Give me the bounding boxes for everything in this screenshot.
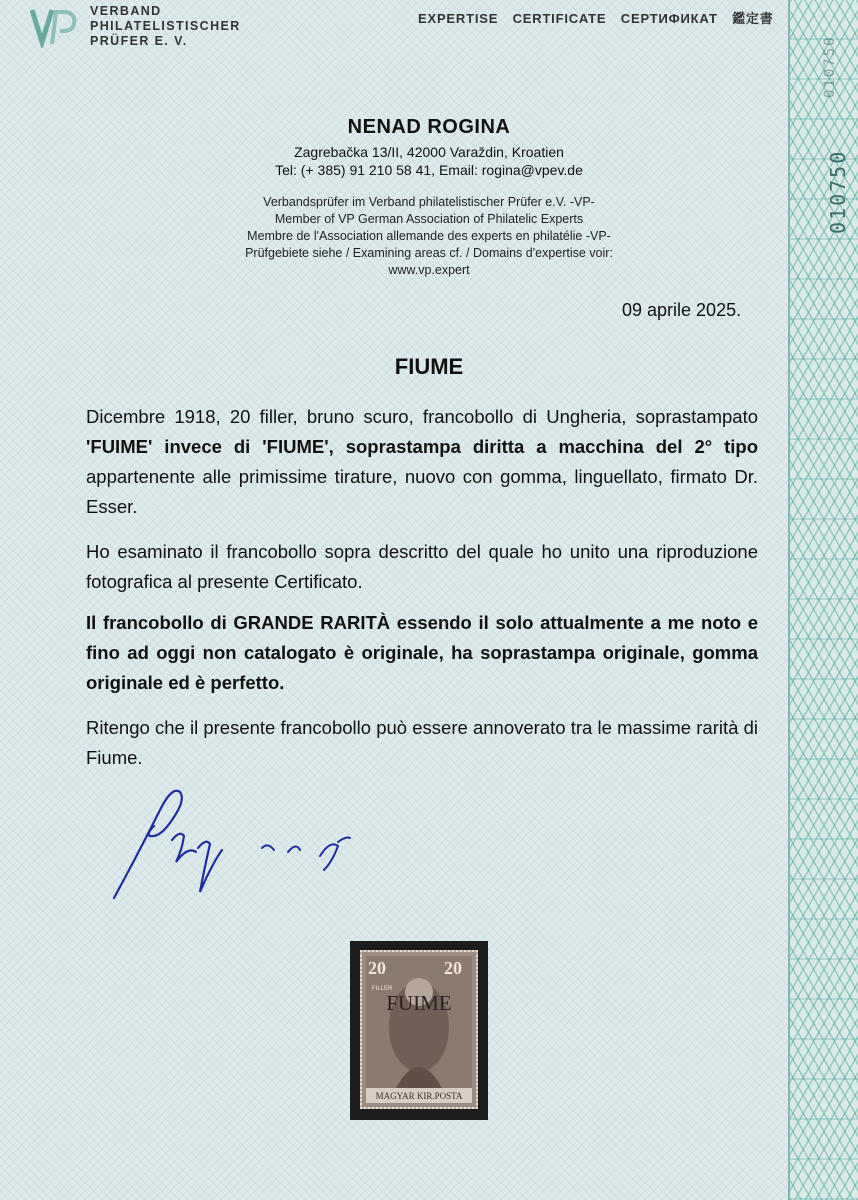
description-text-end: appartenente alle primissime tirature, nuovo con gomma, linguellato, firmato Dr. Esser.: [86, 466, 758, 517]
certificate-date: 09 aprile 2025.: [622, 300, 742, 320]
description-paragraph: [86, 402, 758, 522]
serial-number-faint: 010750: [822, 35, 838, 98]
stamp-image: [360, 950, 478, 1109]
vp-logo-icon: [30, 6, 82, 48]
expert-address: Zagrebačka 13/II, 42000 Varaždin, Kroatien: [294, 144, 564, 160]
conclusion-paragraph: Ritengo che il presente francobollo può essere annoverato tra le massime rarità di Fiume.: [86, 717, 758, 768]
affiliation-line: Membre de l'Association allemande des experts en philatélie -VP-: [247, 229, 611, 243]
expert-signature: [110, 780, 360, 905]
label-kanteisho: 鑑定書: [732, 11, 774, 26]
rarity-paragraph: Il francobollo di GRANDE RARITÀ essendo il solo attualmente a me noto e fino ad oggi non catalogato è originale, ha soprastampa originale, gomma originale ed è perfetto.: [86, 612, 758, 693]
logo-line: VERBAND: [90, 4, 162, 18]
affiliation-line: Prüfgebiete siehe / Examining areas cf. / Domains d'expertise voir:: [245, 246, 613, 260]
expert-name: NENAD ROGINA: [347, 116, 511, 138]
logo-text: [90, 4, 241, 49]
expert-contact: Tel: (+ 385) 91 210 58 41, Email: rogina@vpev.de: [275, 162, 583, 178]
vp-logo: [30, 4, 241, 49]
label-certificate: CERTIFICATE: [512, 11, 607, 26]
stamp-inscription: MAGYAR KIR.POSTA: [375, 1091, 463, 1101]
logo-line: PRÜFER E. V.: [90, 34, 188, 48]
stamp-value-left: 20: [368, 958, 386, 978]
label-sertifikat: СЕРТИФИКАТ: [620, 11, 718, 26]
certificate-title: FIUME: [394, 354, 464, 379]
certificate-languages: [418, 8, 784, 27]
affiliation-line: Member of VP German Association of Philatelic Experts: [274, 212, 584, 226]
logo-line: PHILATELISTISCHER: [90, 19, 241, 33]
affiliation-website: www.vp.expert: [388, 263, 470, 277]
label-expertise: EXPERTISE: [418, 11, 499, 26]
affiliation-line: Verbandsprüfer im Verband philatelistischer Prüfer e.V. -VP-: [263, 195, 595, 209]
stamp-value-right: 20: [444, 958, 462, 978]
examination-paragraph: Ho esaminato il francobollo sopra descritto del quale ho unito una riproduzione fotografica al presente Certificato.: [86, 541, 758, 592]
description-text: Dicembre 1918, 20 filler, bruno scuro, francobollo di Ungheria, soprastampato: [86, 406, 758, 427]
serial-number: 010750: [826, 149, 850, 234]
stamp-unit: FILLER: [372, 986, 393, 992]
description-bold-text: 'FUIME' invece di 'FIUME', soprastampa diritta a macchina del 2° tipo: [86, 436, 758, 457]
stamp-overprint: FUIME: [386, 991, 452, 1015]
